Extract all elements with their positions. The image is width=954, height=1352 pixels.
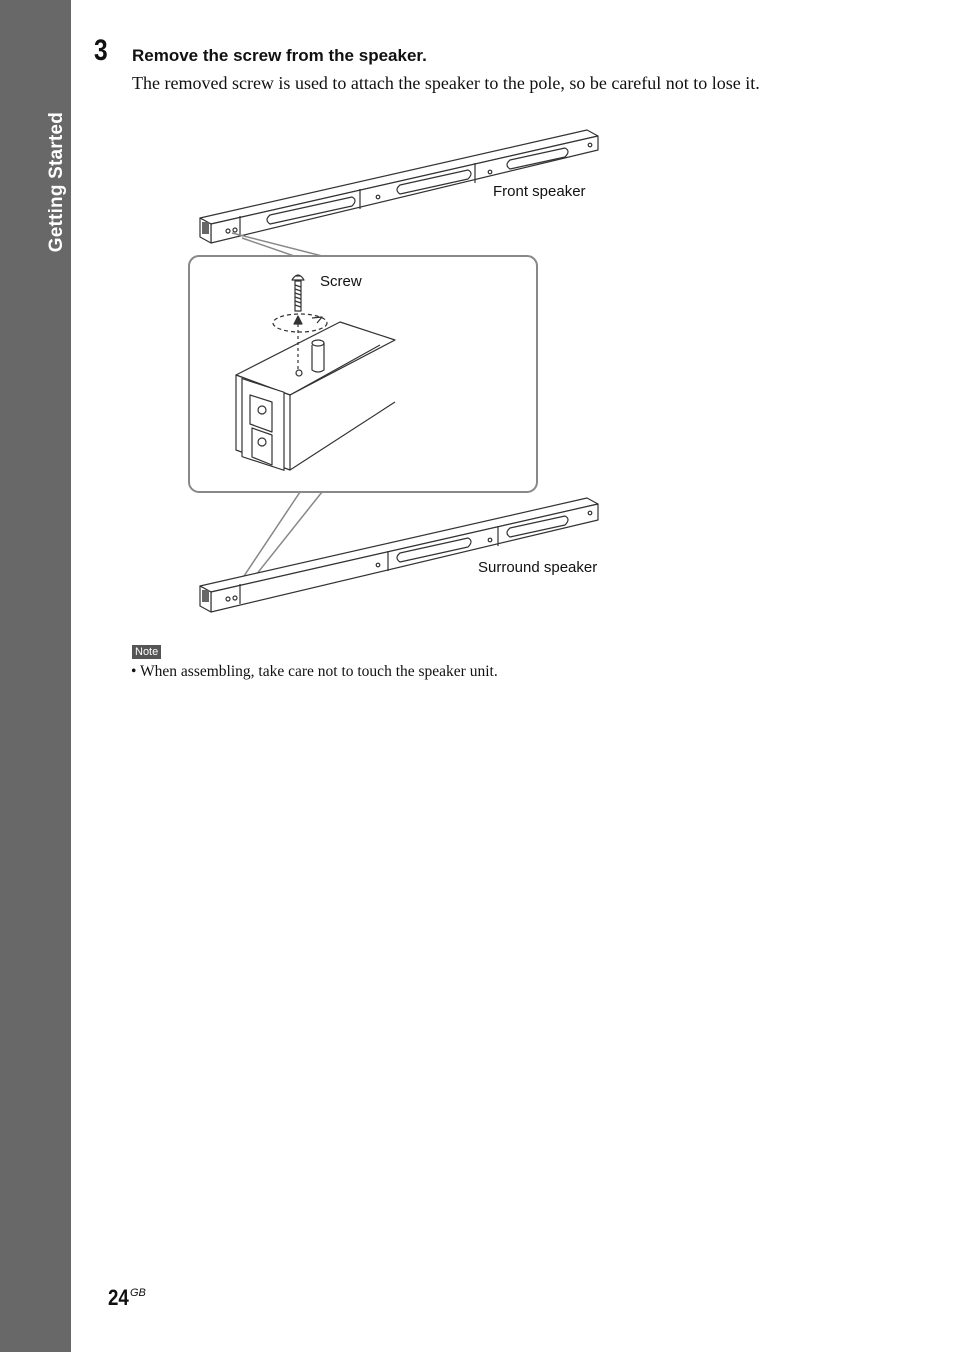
page-number: 24 (108, 1285, 129, 1310)
note-badge: Note (132, 645, 161, 659)
front-speaker-label: Front speaker (493, 183, 586, 200)
page-number-suffix: GB (130, 1287, 146, 1299)
step-description: The removed screw is used to attach the speaker to the pole, so be careful not to lose it. (132, 73, 760, 93)
screw-label: Screw (320, 273, 362, 290)
note-text: • When assembling, take care not to touch the speaker unit. (131, 663, 498, 680)
step-title: Remove the screw from the speaker. (132, 46, 427, 65)
surround-speaker-label: Surround speaker (478, 559, 598, 576)
surround-speaker-drawing (200, 498, 598, 612)
section-title: Getting Started (46, 112, 67, 253)
step-number: 3 (94, 34, 108, 67)
